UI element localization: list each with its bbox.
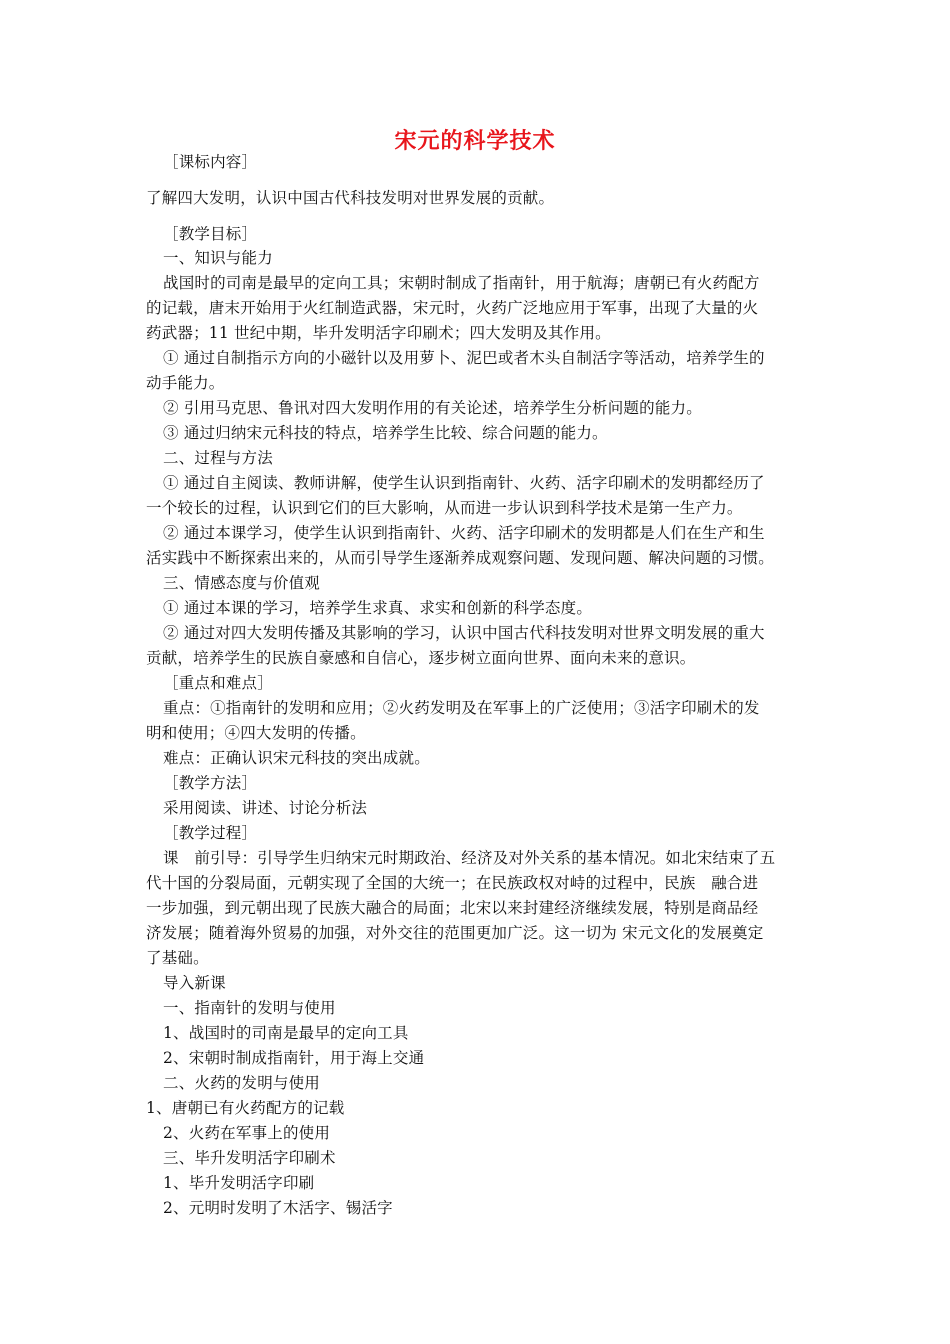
- paragraph-line: ② 通过对四大发明传播及其影响的学习，认识中国古代科技发明对世界文明发展的重大: [163, 624, 765, 642]
- paragraph-line: ② 通过本课学习，使学生认识到指南针、火药、活字印刷术的发明都是人们在生产和生: [163, 524, 765, 542]
- paragraph-line: 难点：正确认识宋元科技的突出成就。: [163, 749, 430, 767]
- list-item: 1、唐朝已有火药配方的记载: [146, 1099, 345, 1117]
- list-item: 1、战国时的司南是最早的定向工具: [163, 1024, 409, 1042]
- paragraph-line: 活实践中不断探索出来的，从而引导学生逐渐养成观察问题、发现问题、解决问题的习惯。: [146, 549, 775, 567]
- document-title: 宋元的科学技术: [394, 129, 556, 154]
- section-heading: ［课标内容］: [163, 153, 258, 171]
- paragraph-line: 明和使用；④四大发明的传播。: [146, 724, 366, 742]
- section-heading: ［重点和难点］: [163, 674, 273, 692]
- paragraph-line: 的记载，唐末开始用于火红制造武器，宋元时，火药广泛地应用于军事，出现了大量的火: [146, 299, 759, 317]
- paragraph-line: 一个较长的过程，认识到它们的巨大影响，从而进一步认识到科学技术是第一生产力。: [146, 499, 743, 517]
- paragraph-line: 课 前引导：引导学生归纳宋元时期政治、经济及对外关系的基本情况。如北宋结束了五: [163, 849, 776, 867]
- paragraph-line: ③ 通过归纳宋元科技的特点，培养学生比较、综合问题的能力。: [163, 424, 608, 442]
- paragraph-line: 济发展；随着海外贸易的加强，对外交往的范围更加广泛。这一切为 宋元文化的发展奠定: [146, 924, 764, 942]
- paragraph-line: 采用阅读、讲述、讨论分析法: [163, 799, 368, 817]
- section-heading: ［教学过程］: [163, 824, 258, 842]
- subheading: 三、情感态度与价值观: [163, 574, 321, 592]
- subheading: 一、知识与能力: [163, 249, 273, 267]
- paragraph-line: 一步加强，到元朝出现了民族大融合的局面；北宋以来封建经济继续发展，特别是商品经: [146, 899, 759, 917]
- list-item: 2、元明时发明了木活字、锡活字: [163, 1199, 393, 1217]
- paragraph-line: ② 引用马克思、鲁讯对四大发明作用的有关论述，培养学生分析问题的能力。: [163, 399, 702, 417]
- section-heading: ［教学方法］: [163, 774, 258, 792]
- subheading: 一、指南针的发明与使用: [163, 999, 336, 1017]
- list-item: 1、毕升发明活字印刷: [163, 1174, 315, 1192]
- paragraph-line: ① 通过自制指示方向的小磁针以及用萝卜、泥巴或者木头自制活字等活动，培养学生的: [163, 349, 765, 367]
- paragraph-line: 了解四大发明，认识中国古代科技发明对世界发展的贡献。: [146, 189, 555, 207]
- subheading: 三、毕升发明活字印刷术: [163, 1149, 336, 1167]
- subheading: 导入新课: [163, 974, 226, 992]
- paragraph-line: 重点：①指南针的发明和应用；②火药发明及在军事上的广泛使用；③活字印刷术的发: [163, 699, 760, 717]
- paragraph-line: 贡献，培养学生的民族自豪感和自信心，逐步树立面向世界、面向未来的意识。: [146, 649, 696, 667]
- section-heading: ［教学目标］: [163, 225, 258, 243]
- paragraph-line: 药武器；11 世纪中期，毕升发明活字印刷术；四大发明及其作用。: [146, 324, 611, 342]
- paragraph-line: ① 通过自主阅读、教师讲解，使学生认识到指南针、火药、活字印刷术的发明都经历了: [163, 474, 765, 492]
- paragraph-line: 了基础。: [146, 949, 209, 967]
- subheading: 二、过程与方法: [163, 449, 273, 467]
- subheading: 二、火药的发明与使用: [163, 1074, 321, 1092]
- paragraph-line: 代十国的分裂局面，元朝实现了全国的大统一；在民族政权对峙的过程中，民族 融合进: [146, 874, 759, 892]
- paragraph-line: 动手能力。: [146, 374, 225, 392]
- paragraph-line: ① 通过本课的学习，培养学生求真、求实和创新的科学态度。: [163, 599, 593, 617]
- list-item: 2、宋朝时制成指南针，用于海上交通: [163, 1049, 425, 1067]
- paragraph-line: 战国时的司南是最早的定向工具；宋朝时制成了指南针，用于航海；唐朝已有火药配方: [163, 274, 760, 292]
- list-item: 2、火药在军事上的使用: [163, 1124, 331, 1142]
